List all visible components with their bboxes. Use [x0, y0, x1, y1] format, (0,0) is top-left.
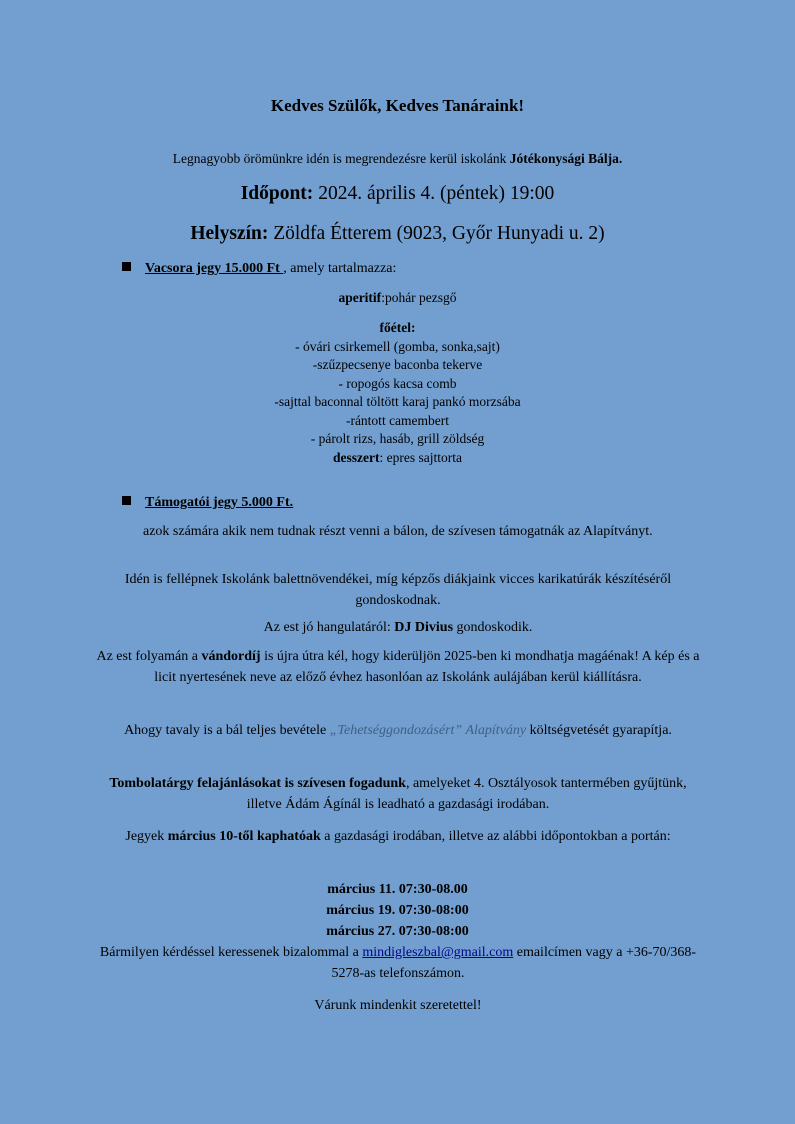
- date-label: Időpont:: [240, 183, 314, 204]
- main-course-block: [0, 319, 795, 467]
- prize-pre: Az est folyamán a: [96, 649, 202, 664]
- menu-item: -szűzpecsenye baconba tekerve: [312, 357, 483, 372]
- square-bullet-icon: [122, 496, 131, 505]
- dj-name: DJ Divius: [394, 620, 454, 635]
- menu-item: - óvári csirkemell (gomba, sonka,sajt): [295, 338, 500, 354]
- aperitif-line: [0, 289, 795, 308]
- support-ticket-bullet: [122, 495, 293, 511]
- dinner-ticket-suffix: , amely tartalmazza:: [283, 261, 397, 276]
- email-link[interactable]: mindigleszbal@gmail.com: [362, 945, 514, 960]
- intro-bold: Jótékonysági Bálja.: [509, 151, 623, 166]
- sale-date: március 19. 07:30-08:00: [326, 903, 469, 918]
- menu-item: - párolt rizs, hasáb, grill zöldség: [310, 431, 485, 446]
- dj-pre: Az est jó hangulatáról:: [263, 620, 395, 635]
- menu-item: -sajttal baconnal töltött karaj pankó morzsába: [274, 394, 521, 409]
- foundation-pre: Ahogy tavaly is a bál teljes bevétele: [124, 723, 330, 738]
- closing-line: Várunk mindenkit szeretettel!: [314, 998, 482, 1013]
- main-course-label: főétel:: [379, 320, 416, 335]
- prize-paragraph: [96, 646, 700, 688]
- square-bullet-icon: [122, 262, 131, 271]
- tombola-post: , amelyeket 4. Osztályosok tantermében gyűjtünk, illetve Ádám Ágínál is leadható a gazdasági irodában.: [246, 776, 687, 812]
- aperitif-value: :pohár pezsgő: [381, 290, 457, 305]
- foundation-post: költségvetését gyarapítja.: [526, 723, 672, 738]
- foundation-paragraph: [96, 720, 700, 741]
- tombola-bold: Tombolatárgy felajánlásokat is szívesen fogadunk: [109, 776, 406, 791]
- dj-post: gondoskodik.: [453, 620, 533, 635]
- tombola-paragraph: [96, 773, 700, 815]
- prize-post: is újra útra kél, hogy kiderüljön 2025-ben ki mondhatja magáénak! A kép és a licit nyertesének neve az előző évhez hasonlóan az Iskolánk aulájában kerül kiállításra.: [154, 649, 700, 685]
- event-place: [0, 223, 795, 245]
- sale-dates: [0, 879, 795, 942]
- tickets-bold: március 10-től kaphatóak: [167, 829, 321, 844]
- tickets-paragraph: [96, 826, 700, 847]
- foundation-name: „Tehetséggondozásért” Alapítvány: [329, 723, 527, 738]
- ballet-paragraph: Idén is fellépnek Iskolánk balettnövendékei, míg képzős diákjaink vicces karikatúrák készítéséről gondoskodnak.: [124, 572, 672, 608]
- prize-bold: vándordíj: [201, 649, 261, 664]
- dessert-label: desszert: [333, 449, 380, 465]
- dj-paragraph: [96, 617, 700, 638]
- support-ticket-title: Támogatói jegy 5.000 Ft.: [145, 495, 294, 510]
- greeting-heading: Kedves Szülők, Kedves Tanáraink!: [270, 96, 525, 115]
- date-value: 2024. április 4. (péntek) 19:00: [313, 183, 555, 204]
- place-value: Zöldfa Étterem (9023, Győr Hunyadi u. 2): [268, 223, 605, 244]
- contact-post: emailcímen vagy a +36-70/368-5278-as telefonszámon.: [331, 945, 697, 981]
- event-date: [0, 183, 795, 205]
- dinner-ticket-bullet: [122, 261, 396, 277]
- menu-item: - ropogós kacsa comb: [338, 375, 457, 391]
- menu-item: -rántott camembert: [345, 412, 450, 428]
- contact-pre: Bármilyen kérdéssel keressenek bizalommal a: [99, 945, 363, 960]
- intro-line: [0, 151, 795, 167]
- dinner-ticket-title: Vacsora jegy 15.000 Ft: [145, 261, 284, 276]
- support-ticket-description: azok számára akik nem tudnak részt venni a bálon, de szívesen támogatnák az Alapítványt.: [143, 524, 653, 539]
- contact-paragraph: [96, 942, 700, 984]
- intro-text: Legnagyobb örömünkre idén is megrendezésre kerül iskolánk: [172, 151, 510, 166]
- sale-date: március 27. 07:30-08:00: [326, 924, 469, 939]
- tickets-pre: Jegyek: [125, 829, 168, 844]
- dessert-line: [0, 449, 795, 468]
- sale-date: március 11. 07:30-08.00: [327, 882, 468, 897]
- dessert-value: : epres sajttorta: [379, 449, 462, 465]
- place-label: Helyszín:: [190, 223, 269, 244]
- aperitif-label: aperitif: [338, 290, 382, 305]
- tickets-post: a gazdasági irodában, illetve az alábbi időpontokban a portán:: [320, 829, 671, 844]
